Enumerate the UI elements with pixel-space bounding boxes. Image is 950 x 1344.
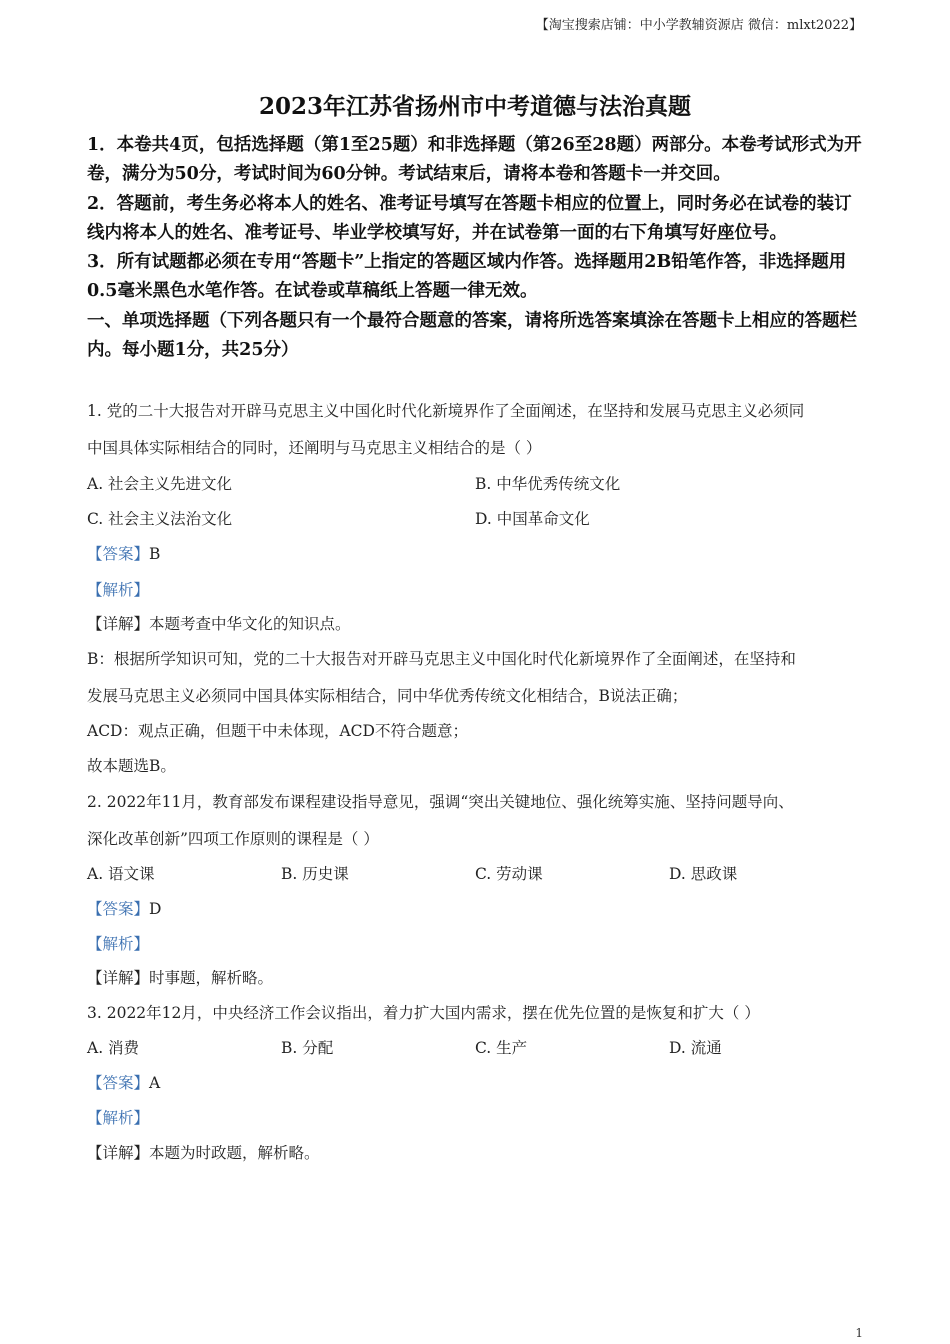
q1-answer [87, 542, 160, 564]
q1-conclusion: 故本题选B。 [87, 757, 176, 775]
q3-detail [87, 1141, 320, 1163]
answer-value: B [149, 545, 161, 563]
q2-answer [87, 897, 161, 919]
page-number: 1 [855, 1326, 863, 1340]
q1-option-c: C. 社会主义法治文化 [87, 510, 233, 528]
q3-option-a: A. 消费 [87, 1039, 140, 1057]
detail-tag: 【详解】 [87, 1144, 150, 1162]
q2-option-d: D. 思政课 [669, 865, 738, 883]
answer-tag: 【答案】 [87, 900, 150, 918]
answer-value: A [149, 1074, 161, 1092]
q1-option-b: B. 中华优秀传统文化 [475, 475, 621, 493]
answer-tag: 【答案】 [87, 545, 150, 563]
q2-stem-line2: 深化改革创新”四项工作原则的课程是（ ） [87, 830, 379, 848]
q1-explanation-line1: B：根据所学知识可知，党的二十大报告对开辟马克思主义中国化时代化新境界作了全面阐述，在坚持和 [87, 650, 796, 668]
q2-option-c: C. 劳动课 [475, 865, 543, 883]
header-note: 【淘宝搜索店铺：中小学教辅资源店 微信：mlxt2022】 [535, 18, 862, 33]
detail-text: 本题考查中华文化的知识点。 [149, 615, 351, 633]
q1-explanation-line2: 发展马克思主义必须同中国具体实际相结合，同中华优秀传统文化相结合，B说法正确； [87, 687, 688, 705]
q2-stem-line1: 2. 2022年11月，教育部发布课程建设指导意见，强调“突出关键地位、强化统筹实施、坚持问题导向、 [87, 793, 794, 811]
page-title: 2023年江苏省扬州市中考道德与法治真题 [258, 93, 691, 120]
q2-option-a: A. 语文课 [87, 865, 155, 883]
q1-stem-line1: 1. 党的二十大报告对开辟马克思主义中国化时代化新境界作了全面阐述，在坚持和发展马克思主义必须同 [87, 402, 805, 420]
q3-option-c: C. 生产 [475, 1039, 528, 1057]
instruction-1: 1．本卷共4页，包括选择题（第1至25题）和非选择题（第26至28题）两部分。本卷考试形式为开卷，满分为50分，考试时间为60分钟。考试结束后，请将本卷和答题卡一并交回。 [87, 135, 862, 185]
detail-text: 本题为时政题，解析略。 [149, 1144, 320, 1162]
answer-value: D [149, 900, 162, 918]
section-heading: 一、单项选择题（下列各题只有一个最符合题意的答案，请将所选答案填涂在答题卡上相应的答题栏内。每小题1分，共25分） [87, 310, 857, 361]
detail-tag: 【详解】 [87, 615, 150, 633]
q1-option-d: D. 中国革命文化 [475, 510, 590, 528]
q1-stem-line2: 中国具体实际相结合的同时，还阐明与马克思主义相结合的是（ ） [87, 439, 542, 457]
q3-option-b: B. 分配 [281, 1039, 334, 1057]
q1-explanation-line3: ACD：观点正确，但题干中未体现，ACD不符合题意； [87, 722, 468, 740]
q1-analysis-tag: 【解析】 [87, 581, 150, 599]
detail-tag: 【详解】 [87, 969, 150, 987]
detail-text: 时事题，解析略。 [149, 969, 274, 987]
q2-option-b: B. 历史课 [281, 865, 349, 883]
q3-answer [87, 1071, 160, 1093]
instruction-2: 2．答题前，考生务必将本人的姓名、准考证号填写在答题卡相应的位置上，同时务必在试卷的装订线内将本人的姓名、准考证号、毕业学校填写好，并在试卷第一面的右下角填写好座位号。 [87, 193, 852, 243]
instructions [87, 131, 863, 365]
q3-stem: 3. 2022年12月，中央经济工作会议指出，着力扩大国内需求，摆在优先位置的是恢复和扩大（ ） [87, 1004, 760, 1022]
instruction-3: 3．所有试题都必须在专用“答题卡”上指定的答题区域内作答。选择题用2B铅笔作答，非选择题用0.5毫米黑色水笔作答。在试卷或草稿纸上答题一律无效。 [87, 252, 847, 302]
answer-tag: 【答案】 [87, 1074, 150, 1092]
q3-option-d: D. 流通 [669, 1039, 722, 1057]
q1-detail [87, 612, 351, 634]
q3-analysis-tag: 【解析】 [87, 1109, 150, 1127]
q2-analysis-tag: 【解析】 [87, 935, 150, 953]
q2-detail [87, 966, 273, 988]
q1-option-a: A. 社会主义先进文化 [87, 475, 233, 493]
